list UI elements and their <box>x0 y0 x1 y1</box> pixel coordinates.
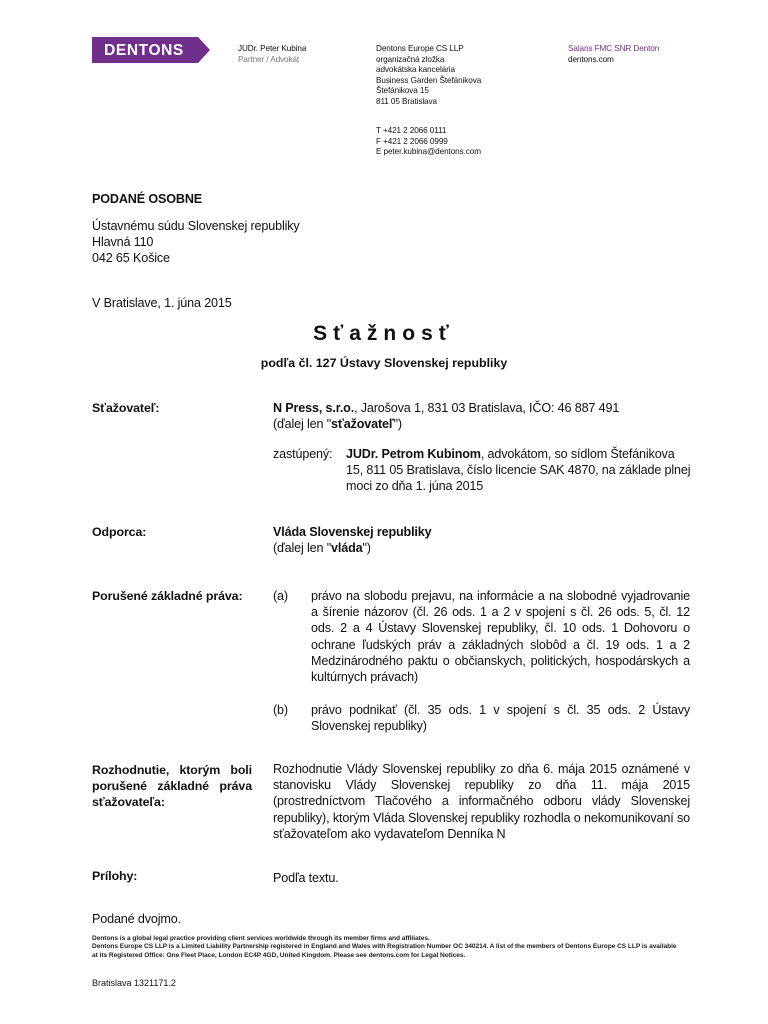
firm-line: advokátska kancelária <box>376 65 455 75</box>
complainant-label: Sťažovateľ: <box>92 401 160 415</box>
representative-details: , advokátom, so sídlom Štefánikova 15, 811 05 Bratislava, číslo licencie SAK 4870, na základe plnej moci zo dňa 1. júna 2015 <box>346 447 691 494</box>
attachments-text: Podľa textu. <box>273 871 339 885</box>
alias-suffix: ") <box>362 541 371 556</box>
recipient-address <box>92 218 300 267</box>
affiliate-block <box>568 44 659 65</box>
phone-line: T +421 2 2066 0111 <box>376 126 447 135</box>
respondent-info <box>273 524 673 556</box>
rights-item-b: právo podnikať (čl. 35 ods. 1 v spojení s čl. 35 ods. 2 Ústavy Slovenskej republiky) <box>311 703 690 734</box>
place-date: V Bratislave, 1. júna 2015 <box>92 296 232 310</box>
alias-prefix: (ďalej len " <box>273 417 332 432</box>
respondent-label: Odporca: <box>92 525 147 539</box>
firm-line: organizačná zložka <box>376 54 445 64</box>
alias-prefix: (ďalej len " <box>273 541 332 556</box>
rights-marker-a: (a) <box>273 589 288 603</box>
fax-line: F +421 2 2066 0999 <box>376 136 448 146</box>
svg-text:DENTONS: DENTONS <box>104 42 184 60</box>
website-link[interactable]: dentons.com <box>568 54 614 64</box>
recipient-line: Ústavnému súdu Slovenskej republiky <box>92 219 300 233</box>
firm-line: 811 05 Bratislava <box>376 96 437 106</box>
firm-line: Štefánikova 15 <box>376 86 429 96</box>
firm-line: Business Garden Štefánikova <box>376 75 482 85</box>
complainant-alias: sťažovateľ <box>331 417 394 432</box>
complainant-info <box>273 400 673 432</box>
rights-label: Porušené základné práva: <box>92 589 243 603</box>
dentons-logo <box>92 37 210 63</box>
partner-title: Partner / Advokát <box>238 54 300 64</box>
alias-suffix: ") <box>393 417 402 432</box>
partner-block <box>238 44 306 65</box>
contact-block <box>376 126 481 158</box>
complainant-details: , Jarošova 1, 831 03 Bratislava, IČO: 46 887 491 <box>354 401 620 415</box>
decision-label: Rozhodnutie, ktorým boli porušené základné práva sťažovateľa: <box>92 763 252 810</box>
legal-footer <box>92 935 682 960</box>
representative-label: zastúpený: <box>273 447 333 461</box>
closing-text: Podané dvojmo. <box>92 912 181 926</box>
decision-text: Rozhodnutie Vlády Slovenskej republiky zo dňa 6. mája 2015 oznámené v stanovisku Vlády Slovenskej republiky zo dňa 11. mája 2015 (prostredníctvom Tlačového a informačného odboru vlády Slovenskej republiky), ktorým Vláda Slovenskej republiky rozhodla o nekomunikovaní so sťažovateľom ako vydavateľom Denníka N <box>273 762 690 841</box>
affiliate-name: Salans FMC SNR Denton <box>568 44 660 53</box>
footer-line-1: Dentons is a global legal practice providing client services worldwide through its member firms and affiliates. <box>92 935 430 942</box>
firm-line: Dentons Europe CS LLP <box>376 44 464 53</box>
document-subtitle: podľa čl. 127 Ústavy Slovenskej republiky <box>260 356 508 370</box>
representative-name: JUDr. Petrom Kubinom <box>346 447 481 461</box>
representative-info <box>346 446 692 495</box>
partner-name: JUDr. Peter Kubina <box>238 44 307 53</box>
rights-marker-b: (b) <box>273 703 288 717</box>
firm-address-block <box>376 44 481 108</box>
respondent-alias: vláda <box>331 541 363 556</box>
recipient-line: 042 65 Košice <box>92 251 170 266</box>
document-title: Sťažnosť <box>313 322 455 345</box>
respondent-name: Vláda Slovenskej republiky <box>273 525 432 539</box>
email-line: E peter.kubina@dentons.com <box>376 147 481 157</box>
attachments-label: Prílohy: <box>92 869 138 883</box>
complainant-name: N Press, s.r.o. <box>273 401 355 415</box>
rights-item-a: právo na slobodu prejavu, na informácie a na slobodné vyjadrovanie a šírenie názorov (čl. 26 ods. 1 a 2 v spojení s čl. 26 ods. 5, čl. 12 ods. 2 a 4 Ústavy Slovenskej republiky, čl. 10 ods. 1 Dohovoru o ochrane ľudských práv a základných slobôd a čl. 19 ods. 1 a 2 Medzinárodného paktu o občianskych, politických, hospodárskych a kultúrnych právach) <box>311 589 690 685</box>
document-reference: Bratislava 1321171.2 <box>92 978 176 988</box>
footer-line-2: Dentons Europe CS LLP is a Limited Liability Partnership registered in England and Wales with Registration Number OC 340214. A list of the members of Dentons Europe CS LLP is available at its Registered Office: One Fleet Place, London EC4P 4GD, United Kingdom. Please see dentons.com for Legal Notices. <box>92 943 677 959</box>
delivery-method: PODANÉ OSOBNE <box>92 192 203 206</box>
recipient-line: Hlavná 110 <box>92 235 154 250</box>
